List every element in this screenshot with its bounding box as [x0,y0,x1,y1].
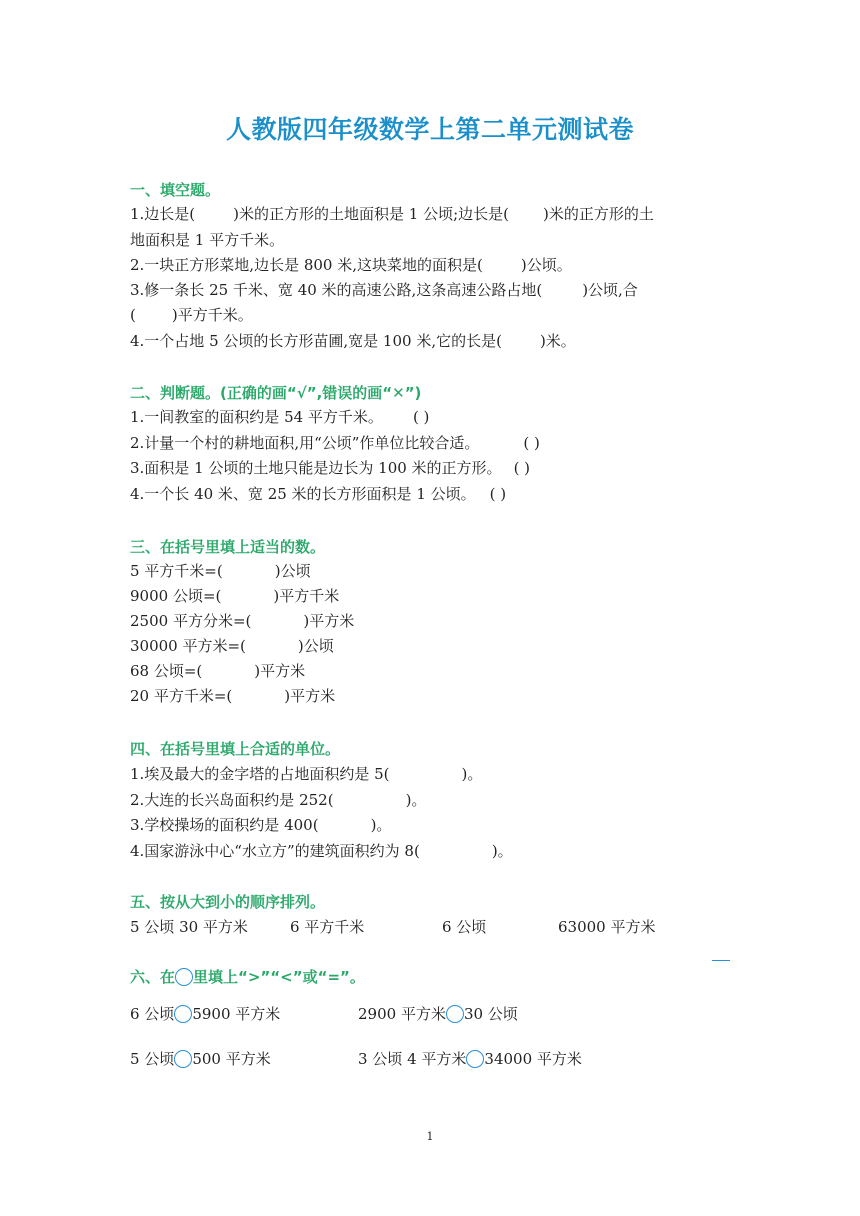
s2-question-4: 4.一个长 40 米、宽 25 米的长方形面积是 1 公顷。 ( ) [130,485,507,503]
s6-item-3: 5 公顷 500 平方米 [130,1050,271,1068]
s4-item-2: 2.大连的长兴岛面积约是 252( )。 [130,791,427,809]
compare-circle-icon [175,968,193,986]
s3-item-5: 68 公顷=( )平方米 [130,662,306,680]
section3-heading: 三、在括号里填上适当的数。 [130,538,326,556]
section5-heading: 五、按从大到小的顺序排列。 [130,893,326,911]
s2-question-2: 2.计量一个村的耕地面积,用“公顷”作单位比较合适。 ( ) [130,434,540,452]
compare-circle-icon[interactable] [466,1050,484,1068]
section4-heading: 四、在括号里填上合适的单位。 [130,740,341,758]
s4-item-3: 3.学校操场的面积约是 400( )。 [130,816,392,834]
s5-item-4: 63000 平方米 [558,918,656,936]
s5-item-3: 6 公顷 [442,918,487,936]
s3-item-2: 9000 公顷=( )平方千米 [130,587,340,605]
s3-item-6: 20 平方千米=( )平方米 [130,687,336,705]
s2-question-3: 3.面积是 1 公顷的土地只能是边长为 100 米的正方形。 ( ) [130,459,531,477]
s1-question-3: 3.修一条长 25 千米、宽 40 米的高速公路,这条高速公路占地( )公顷,合 [130,281,638,299]
s1-question-1-cont: 地面积是 1 平方千米。 [130,231,285,249]
page-title: 人教版四年级数学上第二单元测试卷 [225,115,634,144]
s1-question-1: 1.边长是( )米的正方形的土地面积是 1 公顷;边长是( )米的正方形的土 [130,205,654,223]
section1-heading: 一、填空题。 [130,181,221,199]
s5-item-1: 5 公顷 30 平方米 [130,918,248,936]
s4-item-4: 4.国家游泳中心“水立方”的建筑面积约为 8( )。 [130,842,513,860]
page-number: 1 [426,1130,434,1143]
decorative-dash [712,960,730,961]
s1-question-3-cont: ( )平方千米。 [130,306,253,324]
s6-item-1: 6 公顷 5900 平方米 [130,1005,281,1023]
s3-item-1: 5 平方千米=( )公顷 [130,562,311,580]
s5-item-2: 6 平方千米 [290,918,365,936]
s3-item-3: 2500 平方分米=( )平方米 [130,612,355,630]
s6-item-4: 3 公顷 4 平方米 34000 平方米 [358,1050,582,1068]
s3-item-4: 30000 平方米=( )公顷 [130,637,334,655]
compare-circle-icon[interactable] [174,1005,192,1023]
section6-heading: 六、在 里填上“>”“<”或“=”。 [130,968,365,986]
s6-item-2: 2900 平方米 30 公顷 [358,1005,518,1023]
s2-question-1: 1.一间教室的面积约是 54 平方千米。 ( ) [130,408,430,426]
s4-item-1: 1.埃及最大的金字塔的占地面积约是 5( )。 [130,765,483,783]
s1-question-4: 4.一个占地 5 公顷的长方形苗圃,宽是 100 米,它的长是( )米。 [130,332,576,350]
s1-question-2: 2.一块正方形菜地,边长是 800 米,这块菜地的面积是( )公顷。 [130,256,572,274]
compare-circle-icon[interactable] [174,1050,192,1068]
section2-heading: 二、判断题。(正确的画“√”,错误的画“✕”) [130,384,422,402]
compare-circle-icon[interactable] [446,1005,464,1023]
